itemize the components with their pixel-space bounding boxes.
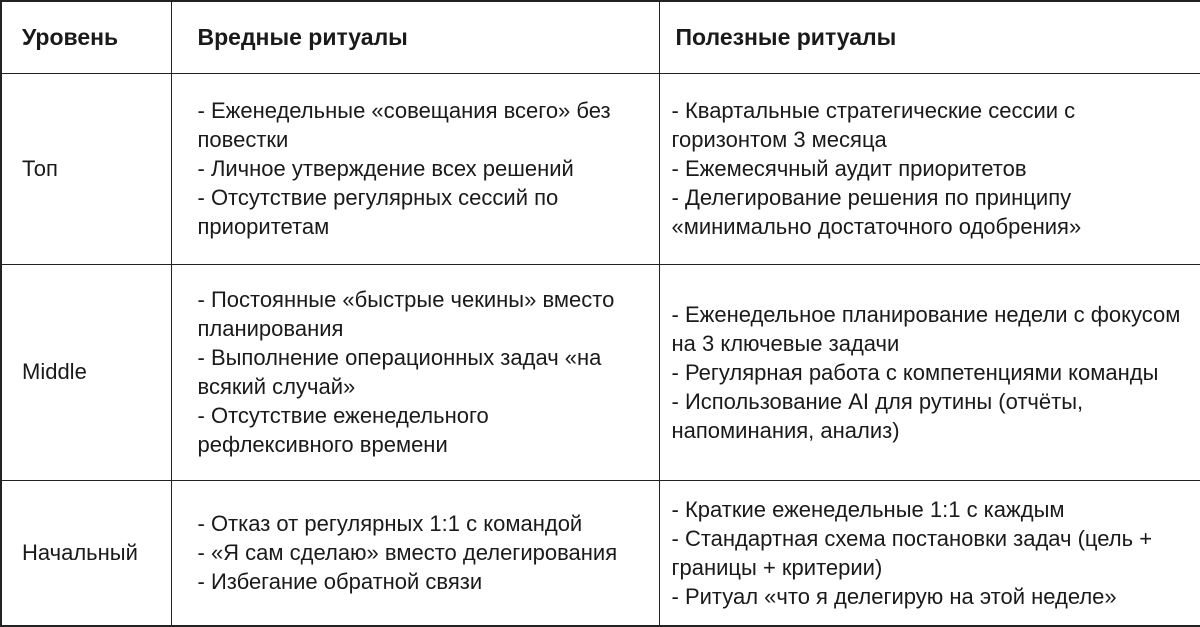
useful-cell	[659, 480, 1200, 626]
harmful-cell	[171, 480, 659, 626]
harmful-cell	[171, 73, 659, 264]
table-row-entry	[1, 480, 1200, 626]
list-item: - Еженедельные «совещания всего» без повестки	[197, 98, 611, 152]
header-harmful: Вредные ритуалы	[171, 1, 659, 73]
level-cell: Топ	[1, 73, 171, 264]
useful-cell	[659, 73, 1200, 264]
list-item: - Отсутствие регулярных сессий по приоритетам	[197, 185, 559, 239]
useful-list	[672, 96, 1191, 241]
useful-cell	[659, 264, 1200, 480]
harmful-list	[198, 509, 645, 596]
list-item: - Личное утверждение всех решений	[197, 156, 574, 181]
list-item: - Квартальные стратегические сессии с горизонтом 3 месяца	[671, 98, 1076, 152]
level-cell: Middle	[1, 264, 171, 480]
list-item: - Делегирование решения по принципу «минимально достаточного одобрения»	[671, 185, 1082, 239]
list-item: - Постоянные «быстрые чекины» вместо планирования	[197, 287, 615, 341]
list-item: - Регулярная работа с компетенциями команды	[671, 359, 1159, 385]
list-item: - Ежемесячный аудит приоритетов	[671, 156, 1027, 181]
list-item: - Краткие еженедельные 1:1 с каждым	[671, 496, 1065, 522]
list-item: - «Я сам сделаю» вместо делегирования	[197, 540, 618, 566]
harmful-list	[198, 96, 645, 241]
list-item: - Ритуал «что я делегирую на этой неделе»	[671, 583, 1117, 609]
level-cell: Начальный	[1, 480, 171, 626]
list-item: - Стандартная схема постановки задач (цель + границы + критерии)	[671, 525, 1153, 580]
list-item: - Использование AI для рутины (отчёты, напоминания, анализ)	[671, 388, 1084, 443]
list-item: - Отсутствие еженедельного рефлексивного времени	[197, 403, 489, 457]
table-row-top	[1, 73, 1200, 264]
harmful-list	[198, 285, 645, 459]
useful-list	[672, 300, 1191, 445]
list-item: - Выполнение операционных задач «на всякий случай»	[197, 345, 602, 399]
list-item: - Еженедельное планирование недели с фокусом на 3 ключевые задачи	[671, 301, 1181, 356]
list-item: - Избегание обратной связи	[197, 569, 483, 595]
table-header-row	[1, 1, 1200, 73]
header-useful: Полезные ритуалы	[659, 1, 1200, 73]
harmful-cell	[171, 264, 659, 480]
table-row-middle	[1, 264, 1200, 480]
list-item: - Отказ от регулярных 1:1 с командой	[197, 511, 583, 537]
useful-list	[672, 495, 1191, 611]
header-level: Уровень	[1, 1, 171, 73]
